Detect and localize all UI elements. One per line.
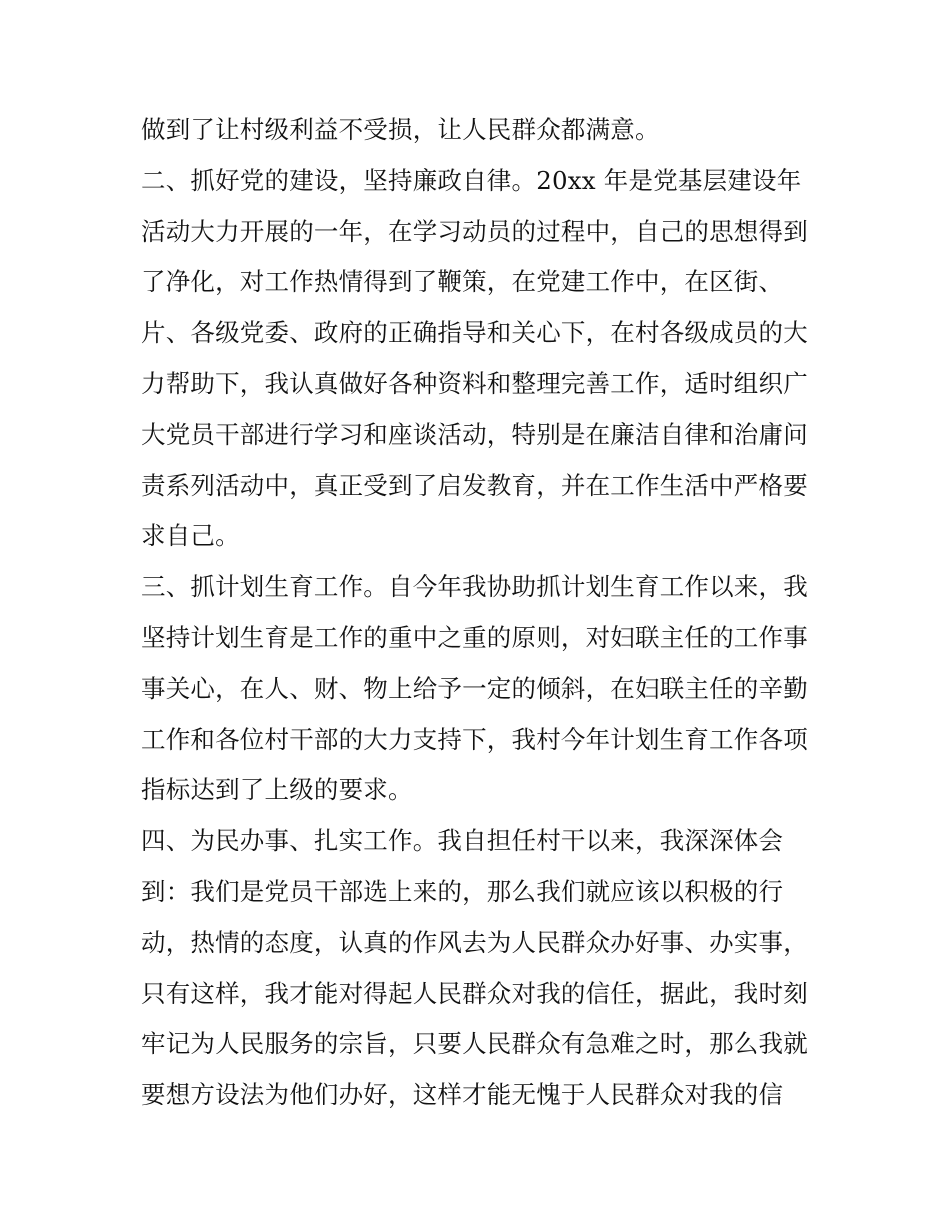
text-line-7: 大党员干部进行学习和座谈活动，特别是在廉洁自律和治庸问 (141, 419, 808, 449)
text-line-15: 四、为民办事、扎实工作。我自担任村干以来，我深深体会 (141, 826, 784, 856)
text-line-3: 活动大力开展的一年，在学习动员的过程中，自己的思想得到 (141, 216, 808, 246)
text-line-14: 指标达到了上级的要求。 (141, 775, 413, 805)
text-line-6: 力帮助下，我认真做好各种资料和整理完善工作，适时组织广 (141, 368, 808, 398)
text-line-16: 到：我们是党员干部选上来的，那么我们就应该以积极的行 (141, 876, 784, 906)
text-line-13: 工作和各位村干部的大力支持下，我村今年计划生育工作各项 (141, 724, 808, 754)
text-line-2: 二、抓好党的建设，坚持廉政自律。20xx 年是党基层建设年 (141, 165, 802, 195)
text-line-9: 求自己。 (141, 521, 240, 551)
text-line-8: 责系列活动中，真正受到了启发教育，并在工作生活中严格要 (141, 470, 808, 500)
text-line-5: 片、各级党委、政府的正确指导和关心下，在村各级成员的大 (141, 318, 808, 348)
text-line-18: 只有这样，我才能对得起人民群众对我的信任，据此，我时刻 (141, 978, 808, 1008)
text-line-17: 动，热情的态度，认真的作风去为人民群众办好事、办实事， (141, 927, 808, 957)
text-line-1: 做到了让村级利益不受损，让人民群众都满意。 (141, 115, 660, 144)
text-line-12: 事关心，在人、财、物上给予一定的倾斜，在妇联主任的辛勤 (141, 673, 808, 703)
text-line-20: 要想方设法为他们办好，这样才能无愧于人民群众对我的信 (141, 1080, 784, 1110)
text-line-4: 了净化，对工作热情得到了鞭策，在党建工作中，在区街、 (141, 267, 784, 297)
text-line-11: 坚持计划生育是工作的重中之重的原则，对妇联主任的工作事 (141, 622, 808, 652)
text-line-10: 三、抓计划生育工作。自今年我协助抓计划生育工作以来，我 (141, 572, 808, 602)
body-text (141, 105, 821, 1121)
text-line-19: 牢记为人民服务的宗旨，只要人民群众有急难之时，那么我就 (141, 1029, 808, 1059)
